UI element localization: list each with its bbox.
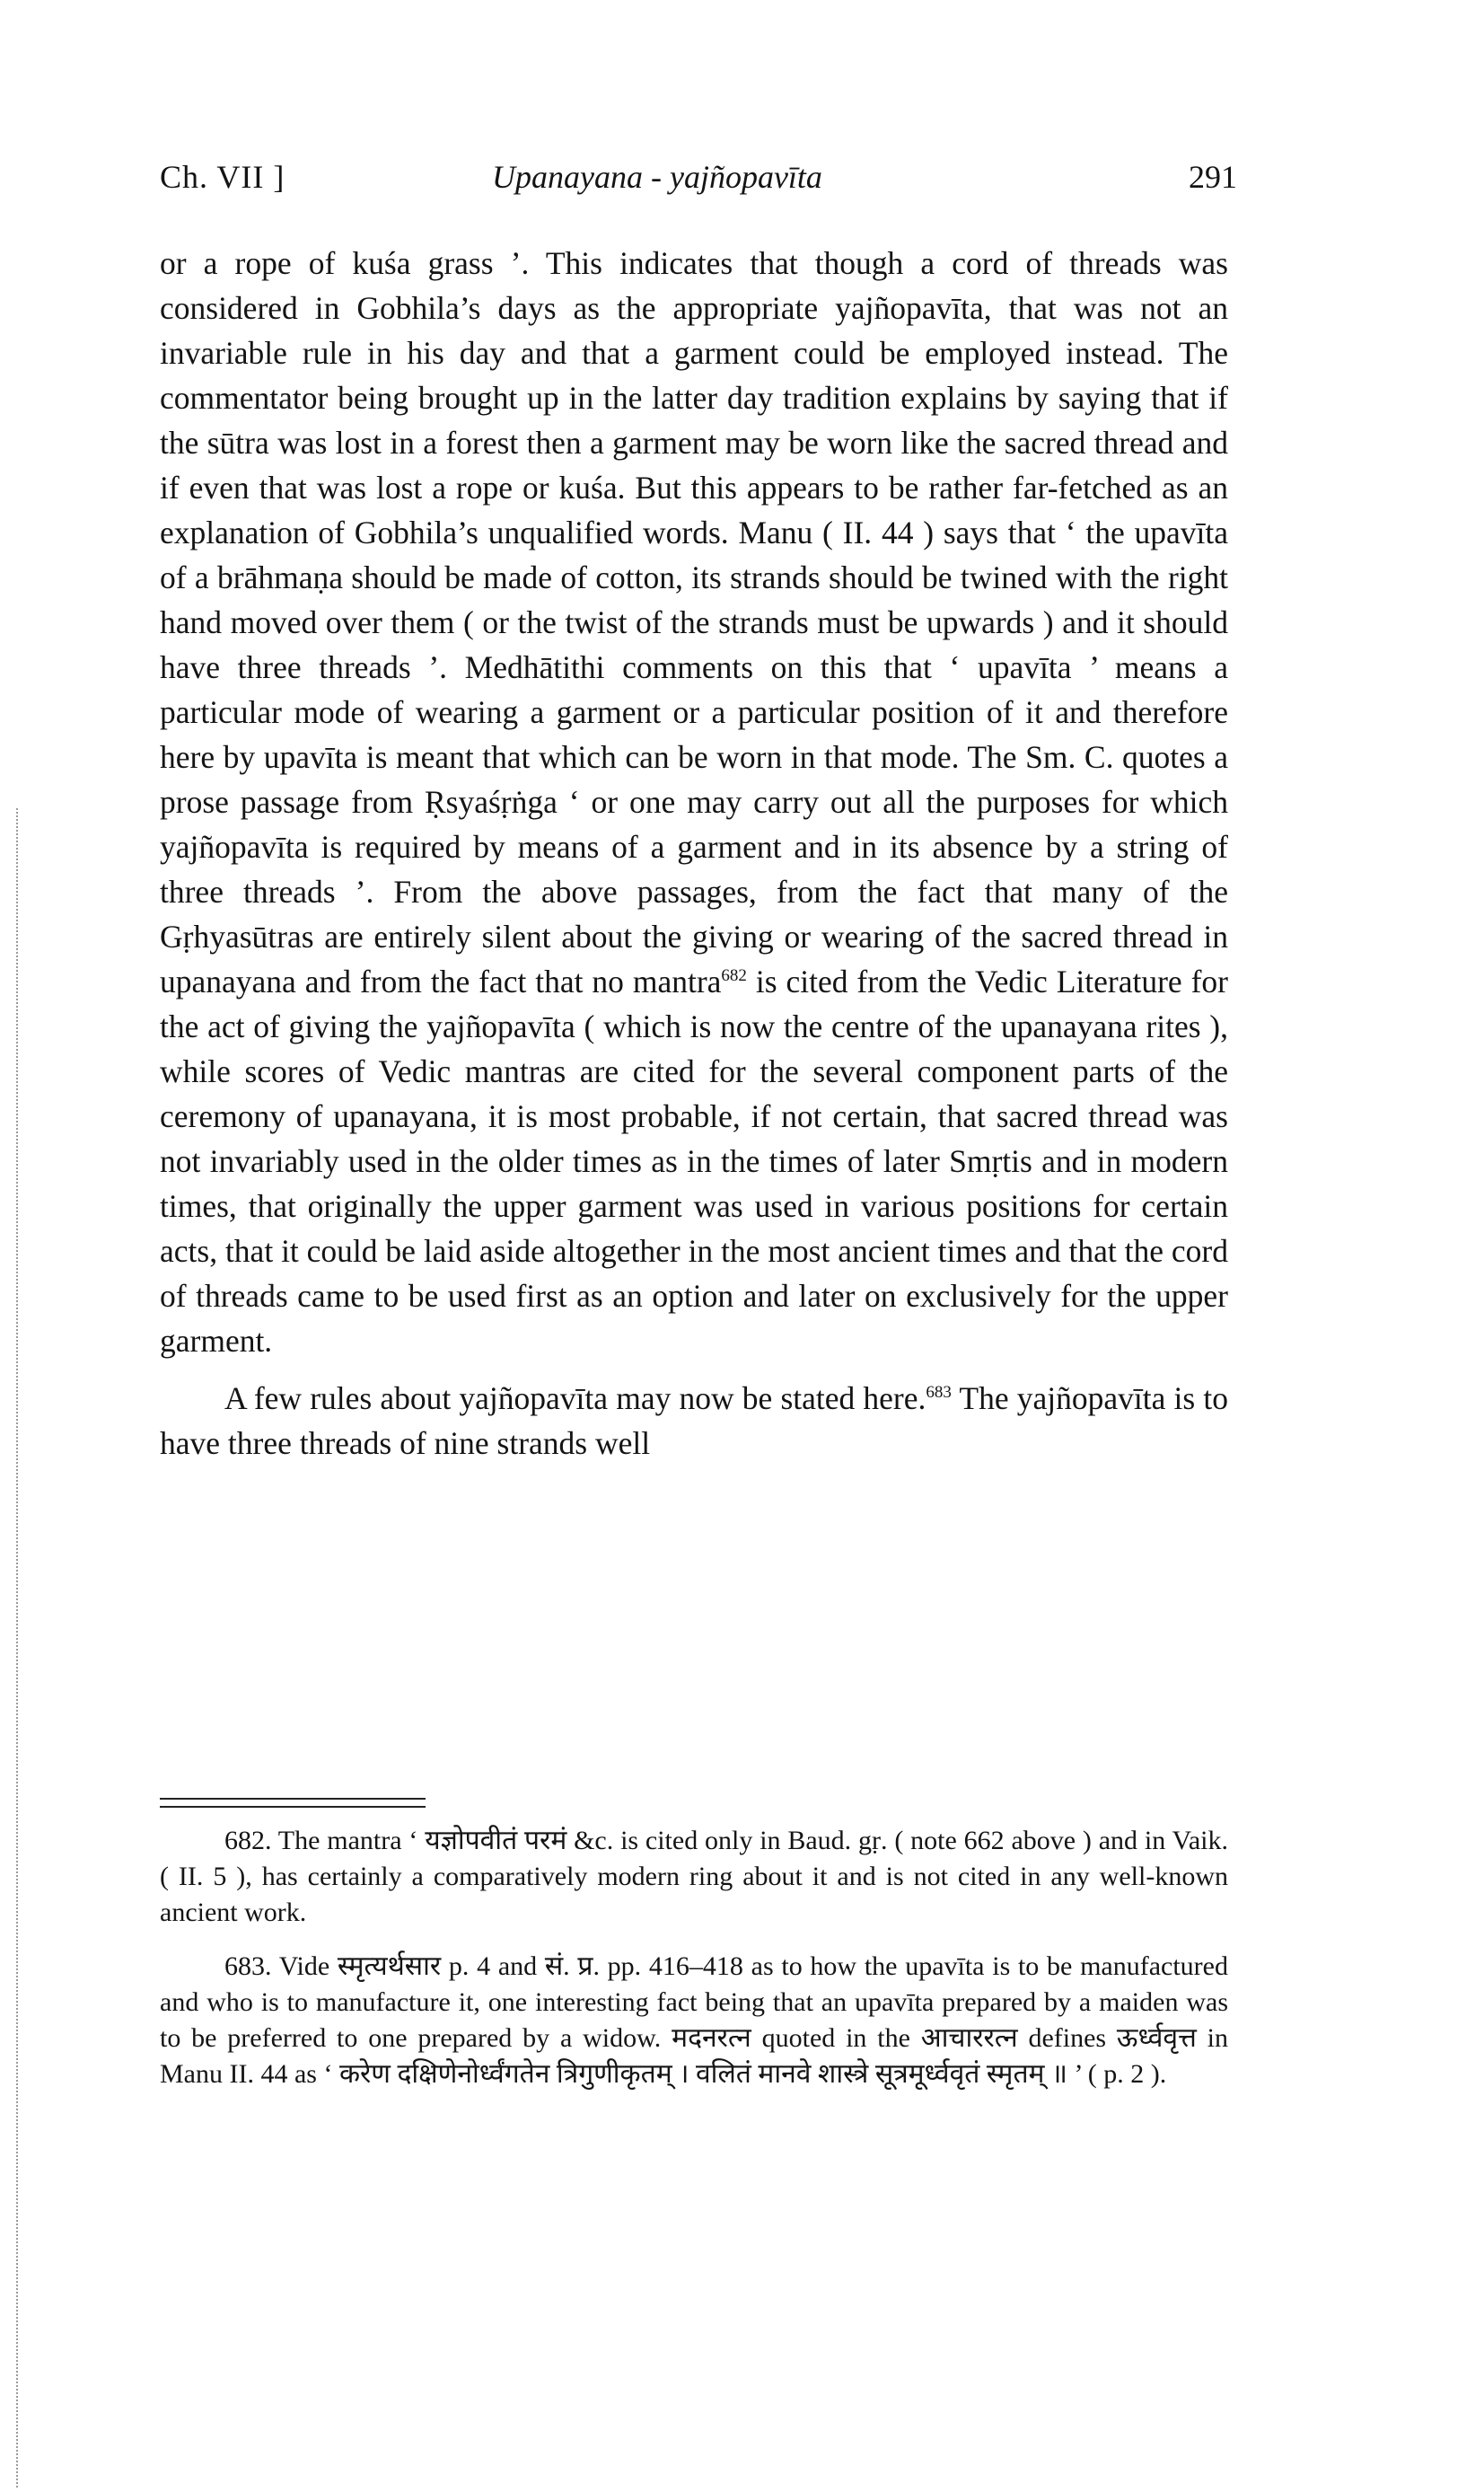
paragraph-2-cont-text: The yajñopavīta is to have three threads of nine strands well xyxy=(160,1380,1228,1461)
paragraph-1 xyxy=(160,241,1228,1363)
paragraph-1-text: or a rope of kuśa grass ’. This indicates that though a cord of threads was considered in Gobhila’s days as the appropriate yajñopavīta, that was not an invariable rule in his day and that a garment could be employed instead. The commentator being brought up in the latter day tradition explains by saying that if the sūtra was lost in a forest then a garment may be worn like the sacred thread and if even that was lost a rope or kuśa. But this appears to be rather far-fetched as an explanation of Gobhila’s unqualified words. Manu ( II. 44 ) says that ‘ the upavīta of a brāhmaṇa should be made of cotton, its strands should be twined with the right hand moved over them ( or the twist of the strands must be upwards ) and it should have three threads ’. Medhātithi comments on this that ‘ upavīta ’ means a particular mode of wearing a garment or a particular position of it and therefore here by upavīta is meant that which can be worn in that mode. The Sm. C. quotes a prose passage from Ṛsyaśṛṅga ‘ or one may carry out all the purposes for which yajñopavīta is required by means of a garment and in its absence by a string of three threads ’. From the above passages, from the fact that many of the Gṛhyasūtras are entirely silent about the giving or wearing of the sacred thread in upanayana and from the fact that no mantra xyxy=(160,245,1228,999)
running-header xyxy=(160,158,1237,205)
footnote-682: 682. The mantra ‘ यज्ञोपवीतं परमं &c. is cited only in Baud. gṛ. ( note 662 above ) and in Vaik. ( II. 5 ), has certainly a comparatively modern ring about it and is not cited in any well-known ancient work. xyxy=(160,1826,1228,1927)
footnote-ref-682: 682 xyxy=(721,966,747,986)
main-text xyxy=(160,241,1228,1466)
footnote-ref-683: 683 xyxy=(926,1383,952,1403)
paragraph-2-text: A few rules about yajñopavīta may now be stated here. xyxy=(224,1380,926,1416)
running-title: Upanayana - yajñopavīta xyxy=(492,159,822,195)
paragraph-2 xyxy=(160,1376,1228,1466)
footnote-683: 683. Vide स्मृत्यर्थसार p. 4 and सं. प्र. pp. 416–418 as to how the upavīta is to be manufactured and who is to manufacture it, one interesting fact being that an upavīta prepared by a maiden was to be preferred to one prepared by a widow. मदनरत्न quoted in the आचाररत्न defines ऊर्ध्ववृत्त in Manu II. 44 as ‘ करेण दक्षिणेनोर्ध्वंगतेन त्रिगुणीकृतम् । वलितं मानवे शास्त्रे सूत्रमूर्ध्ववृतं स्मृतम् ॥ ’ ( p. 2 ). xyxy=(160,1951,1228,2089)
gutter-rule xyxy=(16,808,18,2488)
paragraph-1-cont-text: is cited from the Vedic Literature for the act of giving the yajñopavīta ( which is now the centre of the upanayana rites ), while scores of Vedic mantras are cited for the several component parts of the ceremony of upanayana, it is most probable, if not certain, that sacred thread was not invariably used in the older times as in the times of later Smṛtis and in modern times, that originally the upper garment was used in various positions for certain acts, that it could be laid aside altogether in the most ancient times and that the cord of threads came to be used first as an option and later on exclusively for the upper garment. xyxy=(160,964,1228,1359)
footnotes xyxy=(160,1823,1228,2110)
footnote-rule xyxy=(160,1798,426,1800)
running-chapter: Ch. VII ] xyxy=(160,159,285,195)
footnote-rule-second xyxy=(160,1806,426,1808)
page-number: 291 xyxy=(1189,159,1237,195)
